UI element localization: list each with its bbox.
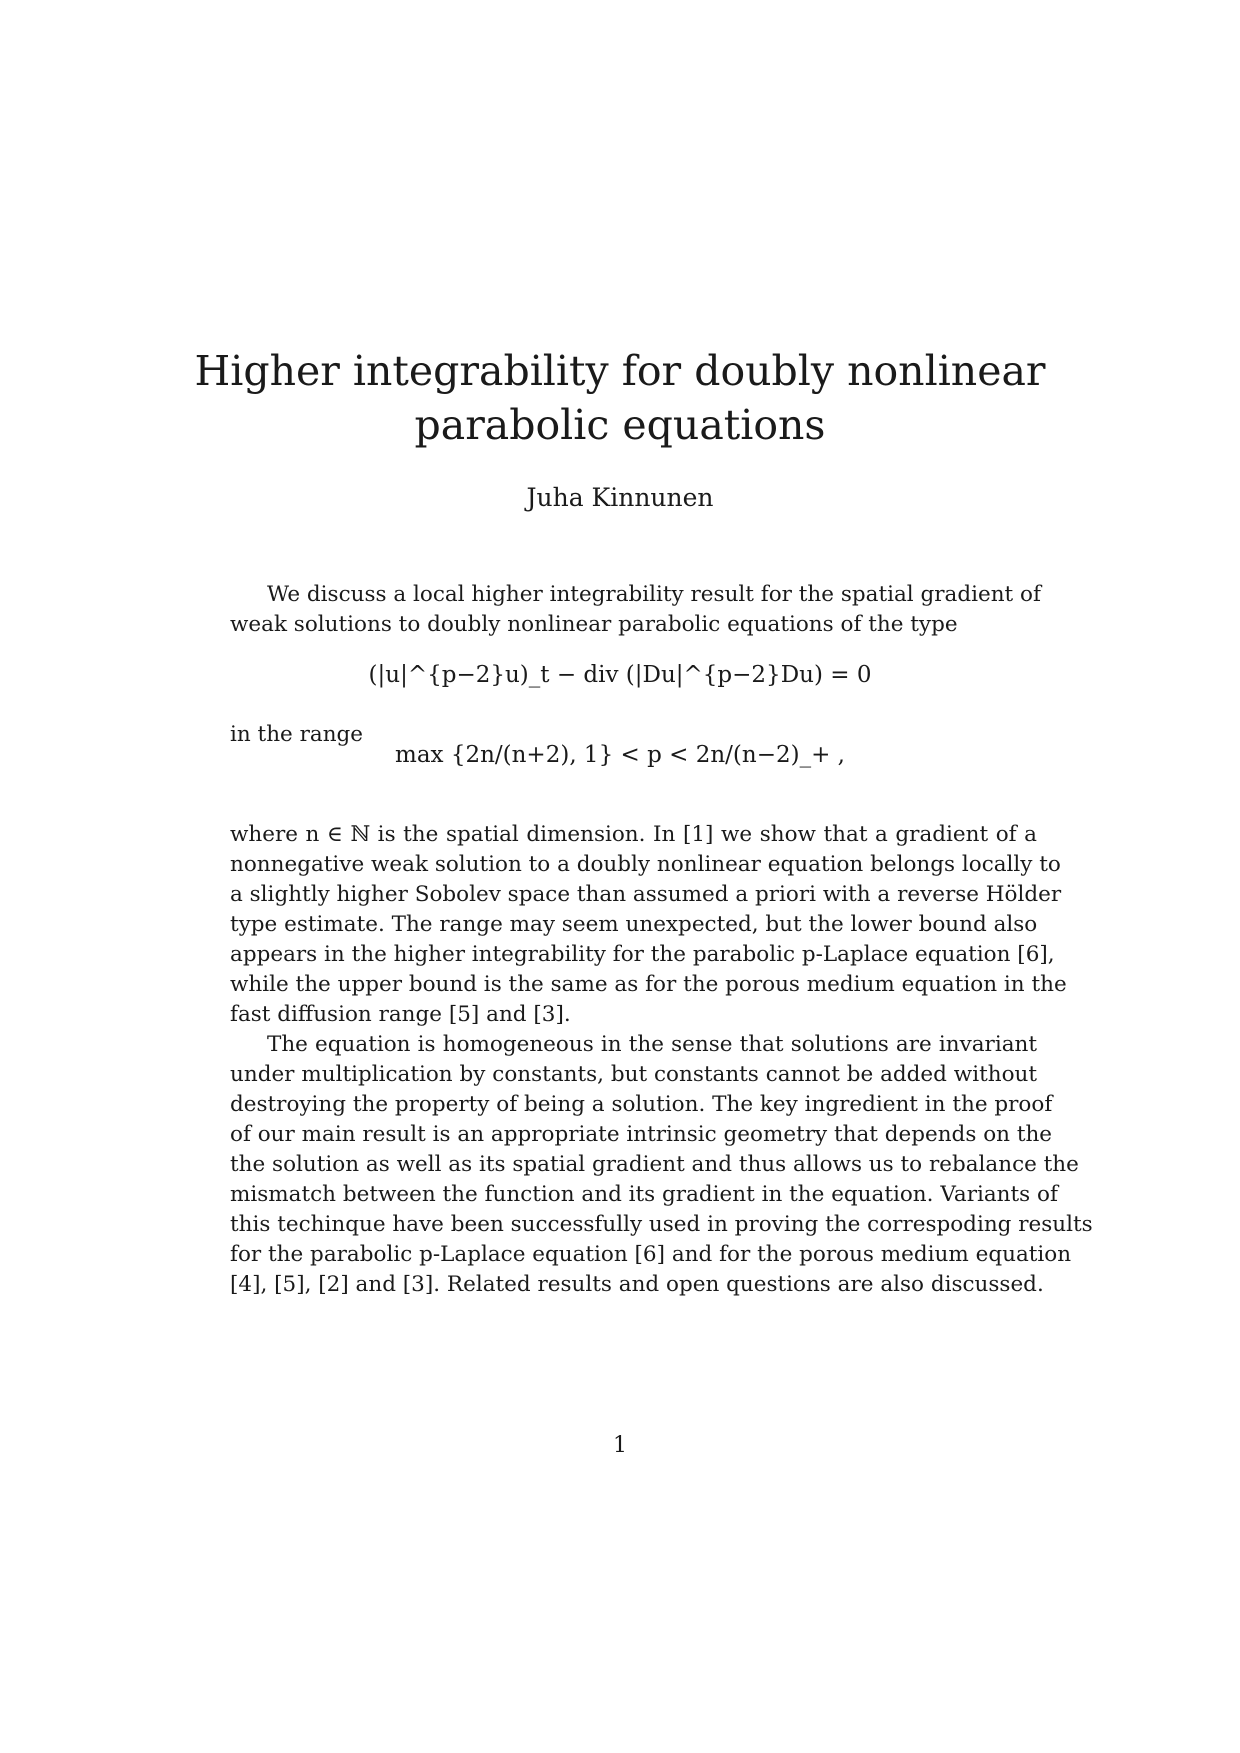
abstract-paragraph-1 [230, 580, 1041, 640]
text-line: type estimate. The range may seem unexpected, but the lower bound also [230, 912, 1038, 937]
title-line-2: parabolic equations [414, 401, 826, 449]
paper-title [0, 344, 1240, 452]
text-line: The equation is homogeneous in the sense that solutions are invariant [267, 1032, 1037, 1057]
equation-doubly-nonlinear [0, 662, 1240, 688]
text-line: a slightly higher Sobolev space than assumed a priori with a reverse Hölder [230, 882, 1062, 907]
abstract-paragraph-2 [230, 820, 1093, 1300]
equation-text: max {2n/(n+2), 1} < p < 2n/(n−2)_+ , [395, 742, 845, 768]
author-name: Juha Kinnunen [526, 483, 714, 512]
text-line: in the range [230, 722, 364, 747]
text-line: fast diffusion range [5] and [3]. [230, 1002, 571, 1027]
text-line: mismatch between the function and its gradient in the equation. Variants of [230, 1182, 1058, 1207]
text-line: under multiplication by constants, but constants cannot be added without [230, 1062, 1037, 1087]
text-line: of our main result is an appropriate intrinsic geometry that depends on the [230, 1122, 1053, 1147]
page-number: 1 [613, 1433, 627, 1458]
equation-range [0, 742, 1240, 768]
text-line: the solution as well as its spatial gradient and thus allows us to rebalance the [230, 1152, 1079, 1177]
text-line: appears in the higher integrability for the parabolic p-Laplace equation [6], [230, 942, 1055, 967]
text-line: destroying the property of being a solution. The key ingredient in the proof [230, 1092, 1053, 1117]
text-line: while the upper bound is the same as for the porous medium equation in the [230, 972, 1067, 997]
text-line: weak solutions to doubly nonlinear parabolic equations of the type [230, 612, 958, 637]
text-line: We discuss a local higher integrability result for the spatial gradient of [267, 582, 1041, 607]
text-line: this techinque have been successfully used in proving the correspoding results [230, 1212, 1093, 1237]
text-line: for the parabolic p-Laplace equation [6] and for the porous medium equation [230, 1242, 1072, 1267]
title-line-1: Higher integrability for doubly nonlinear [194, 347, 1046, 395]
text-line: [4], [5], [2] and [3]. Related results and open questions are also discussed. [230, 1272, 1044, 1297]
text-line: where n ∈ ℕ is the spatial dimension. In [1] we show that a gradient of a [230, 822, 1037, 847]
equation-text: (|u|^{p−2}u)_t − div (|Du|^{p−2}Du) = 0 [368, 662, 872, 688]
text-line: nonnegative weak solution to a doubly nonlinear equation belongs locally to [230, 852, 1061, 877]
